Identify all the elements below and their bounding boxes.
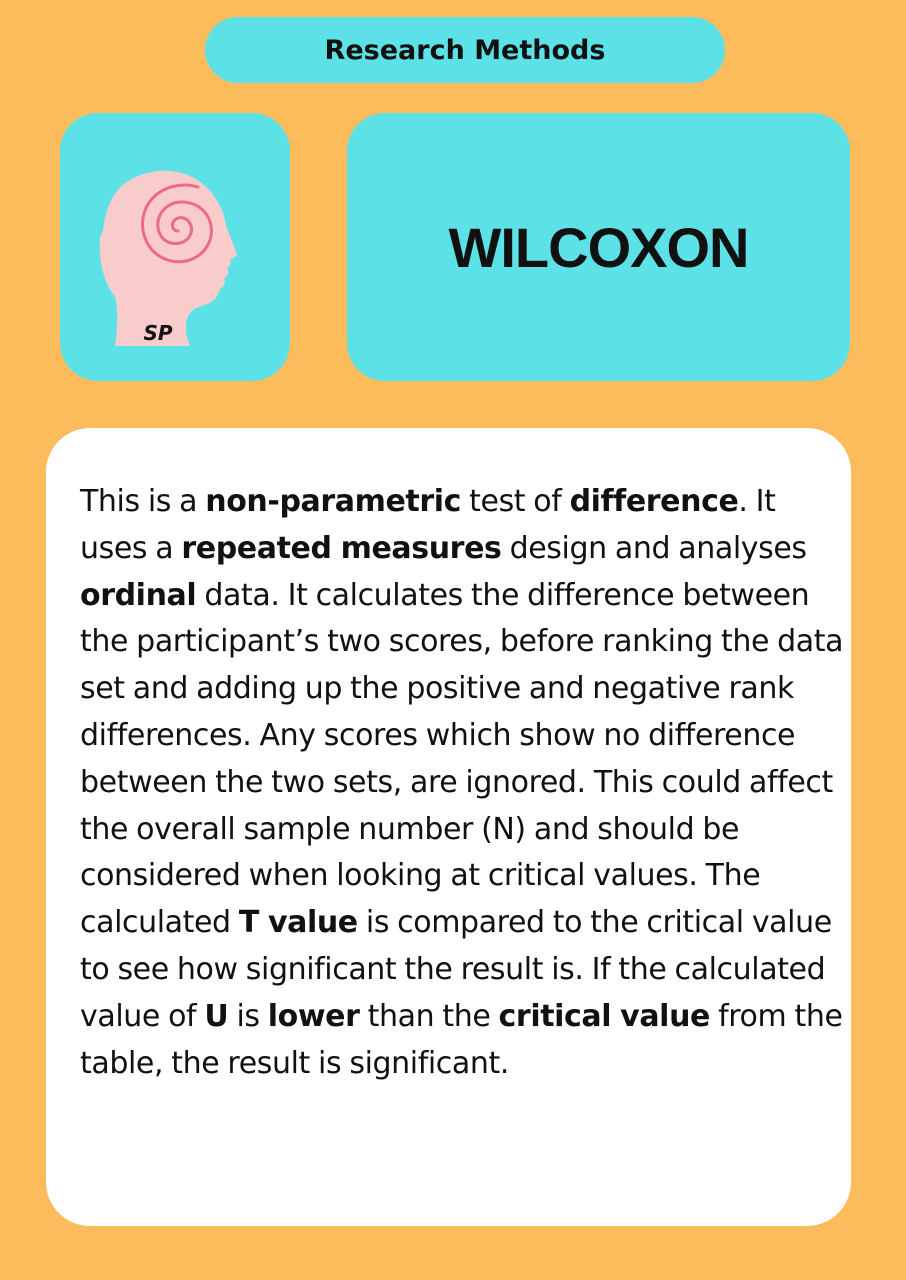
head-spiral-icon [60,113,290,381]
text-segment: test of [461,484,570,519]
text-segment: . It uses a [80,484,776,566]
text-segment: is [228,998,268,1034]
description-text [80,479,850,1087]
page-title: WILCOXON [448,215,749,279]
logo-panel [60,113,290,381]
text-segment: from the table, the result is significant. [80,998,843,1081]
text-segment: than the [359,998,499,1034]
term-non-parametric: non-parametric [205,484,462,519]
term-u: U [204,998,229,1034]
text-segment: is compared to the critical value to see how significant the result is. If the calculated value of [80,905,832,1034]
term-t-value: T value [238,905,358,941]
term-lower: lower [267,998,360,1034]
term-critical-value: critical value [498,998,710,1034]
term-ordinal: ordinal [80,577,197,613]
term-difference: difference [569,484,739,519]
term-repeated-measures: repeated measures [181,530,502,566]
title-panel [347,113,850,381]
category-label: Research Methods [324,34,606,66]
text-segment: data. It calculates the difference between the participant’s two scores, before ranking the data set and adding up the positive and negative rank differences. Any scores which show no difference between the two sets, are ignored. This could affect the overall sample number (N) and should be considered when looking at critical values. The calculated [80,577,844,941]
logo-initials: SP [143,321,173,345]
text-segment: This is a [80,484,206,519]
head-silhouette [100,171,237,346]
category-pill [205,17,725,83]
text-segment: design and analyses [501,530,807,566]
